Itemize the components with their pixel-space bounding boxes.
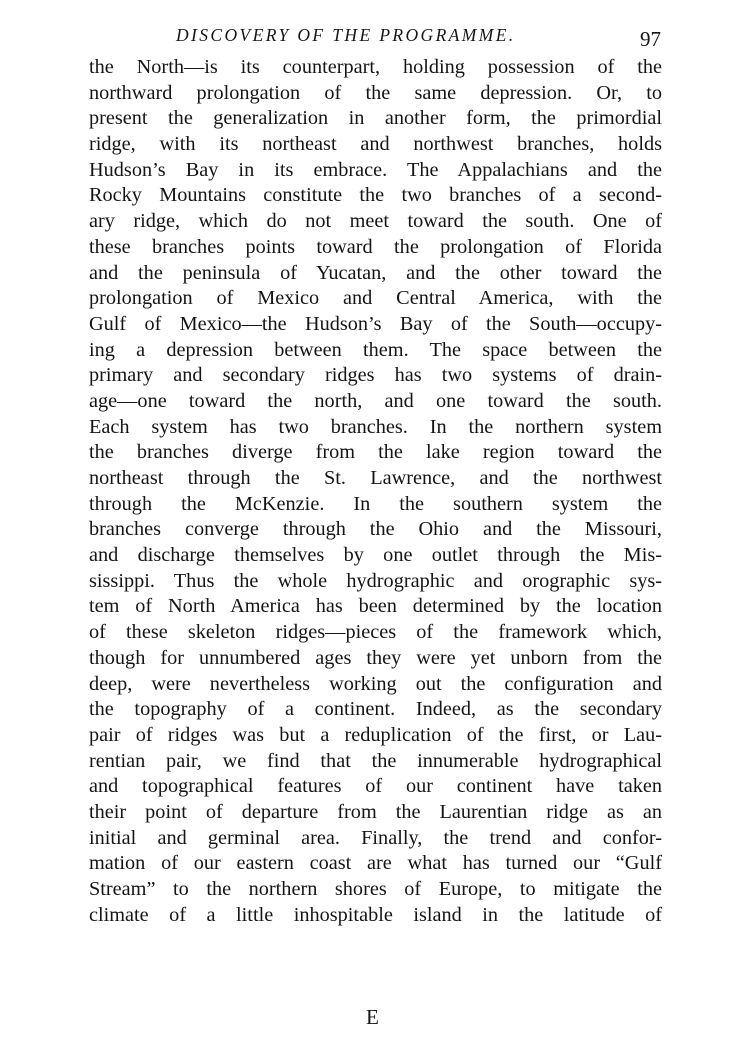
text-line: these branches points toward the prolongation of Florida: [89, 235, 662, 258]
text-line: Each system has two branches. In the northern system: [89, 415, 662, 438]
text-line: Rocky Mountains constitute the two branches of a second-: [89, 184, 662, 207]
text-line: Gulf of Mexico—the Hudson’s Bay of the South—occupy-: [89, 312, 662, 335]
text-line: Hudson’s Bay in its embrace. The Appalachians and the: [89, 158, 662, 181]
text-line: deep, were nevertheless working out the configuration and: [89, 672, 662, 695]
body-text: [89, 55, 662, 928]
text-line: initial and germinal area. Finally, the trend and confor-: [89, 826, 662, 849]
text-line: ary ridge, which do not meet toward the south. One of: [89, 210, 662, 233]
signature-mark: E: [366, 1005, 379, 1029]
running-title: DISCOVERY OF THE PROGRAMME.: [176, 25, 516, 45]
text-line: and the peninsula of Yucatan, and the other toward the: [89, 261, 662, 284]
text-line: branches converge through the Ohio and the Missouri,: [89, 518, 662, 541]
text-line: the branches diverge from the lake region toward the: [89, 441, 662, 464]
text-line: present the generalization in another form, the primordial: [89, 107, 662, 130]
text-line: tem of North America has been determined by the location: [89, 595, 662, 618]
text-line: ing a depression between them. The space between the: [89, 338, 662, 361]
running-head: [0, 20, 750, 50]
text-line: their point of departure from the Laurentian ridge as an: [89, 800, 662, 823]
text-line: and topographical features of our continent have taken: [89, 775, 662, 798]
text-line: through the McKenzie. In the southern system the: [89, 492, 662, 515]
text-line: the topography of a continent. Indeed, as the secondary: [89, 698, 662, 721]
text-line: of these skeleton ridges—pieces of the framework which,: [89, 621, 662, 644]
text-line: though for unnumbered ages they were yet unborn from the: [89, 646, 662, 669]
text-line: northward prolongation of the same depression. Or, to: [89, 81, 662, 104]
text-line: sissippi. Thus the whole hydrographic and orographic sys-: [89, 569, 662, 592]
text-line: ridge, with its northeast and northwest branches, holds: [89, 133, 662, 156]
text-line: prolongation of Mexico and Central America, with the: [89, 287, 662, 310]
text-line: mation of our eastern coast are what has turned our “Gulf: [89, 852, 662, 875]
text-line: pair of ridges was but a reduplication of the first, or Lau-: [89, 723, 662, 746]
text-line: Stream” to the northern shores of Europe, to mitigate the: [89, 878, 662, 900]
text-line: rentian pair, we find that the innumerable hydrographical: [89, 749, 662, 772]
text-line: the North—is its counterpart, holding possession of the: [89, 56, 662, 78]
page-number: 97: [640, 27, 661, 51]
text-line: and discharge themselves by one outlet through the Mis-: [89, 544, 662, 567]
text-line: climate of a little inhospitable island in the latitude of: [89, 903, 662, 926]
text-line: northeast through the St. Lawrence, and the northwest: [89, 467, 662, 489]
text-line: age—one toward the north, and one toward the south.: [89, 389, 662, 412]
text-line: primary and secondary ridges has two systems of drain-: [89, 364, 662, 387]
